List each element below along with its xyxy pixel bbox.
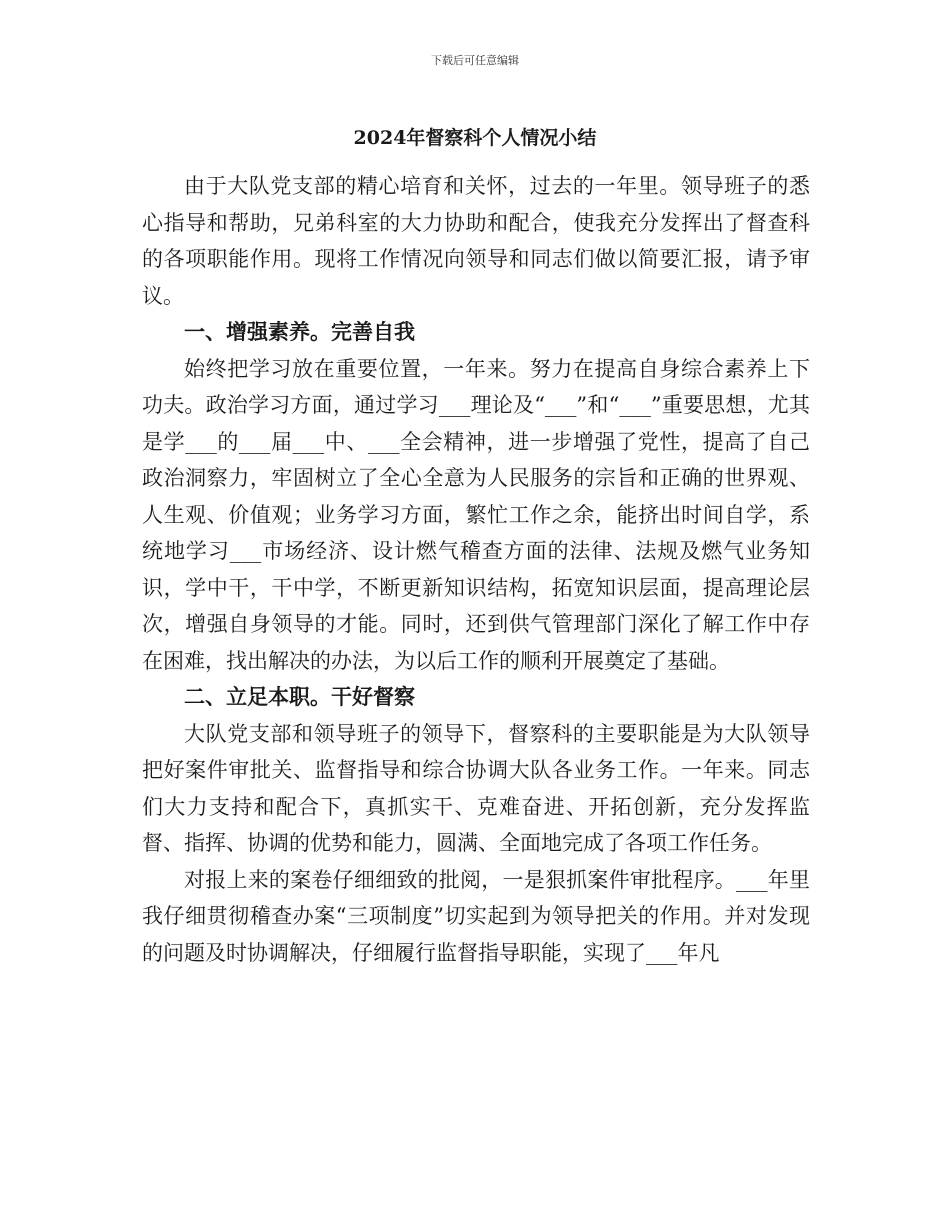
- document-title: 2024年督察科个人情况小结: [353, 127, 597, 149]
- section-2-paragraph-1: 大队党支部和领导班子的领导下，督察科的主要职能是为大队领导把好案件审批关、监督指导和综合协调大队各业务工作。一年来。同志们大力支持和配合下，真抓实干、克难奋进、开拓创新，充分发挥监督、指挥、协调的优势和能力，圆满、全面地完成了各项工作任务。: [142, 721, 810, 855]
- section-1-heading: 一、增强素养。完善自我: [184, 319, 415, 344]
- intro-paragraph: 由于大队党支部的精心培育和关怀，过去的一年里。领导班子的悉心指导和帮助，兄弟科室的大力协助和配合，使我充分发挥出了督查科的各项职能作用。现将工作情况向领导和同志们做以简要汇报，请予审议。: [142, 174, 810, 308]
- page-header-note: 下载后可任意编辑: [431, 54, 519, 67]
- section-2-heading: 二、立足本职。干好督察: [184, 684, 415, 709]
- section-1-paragraph: 始终把学习放在重要位置，一年来。努力在提高自身综合素养上下功夫。政治学习方面，通过学习___理论及“___”和“___”重要思想，尤其是学___的___届___中、___全会精神，进一步增强了党性，提高了自己政治洞察力，牢固树立了全心全意为人民服务的宗旨和正确的世界观、人生观、价值观；业务学习方面，繁忙工作之余，能挤出时间自学，系统地学习___市场经济、设计燃气稽查方面的法律、法规及燃气业务知识，学中干，干中学，不断更新知识结构，拓宽知识层面，提高理论层次，增强自身领导的才能。同时，还到供气管理部门深化了解工作中存在困难，找出解决的办法，为以后工作的顺利开展奠定了基础。: [142, 356, 810, 673]
- document-body: [142, 168, 810, 971]
- section-2-paragraph-2: 对报上来的案卷仔细细致的批阅，一是狠抓案件审批程序。___年里我仔细贯彻稽查办案“三项制度”切实起到为领导把关的作用。并对发现的问题及时协调解决，仔细履行监督指导职能，实现了___年凡: [142, 867, 810, 965]
